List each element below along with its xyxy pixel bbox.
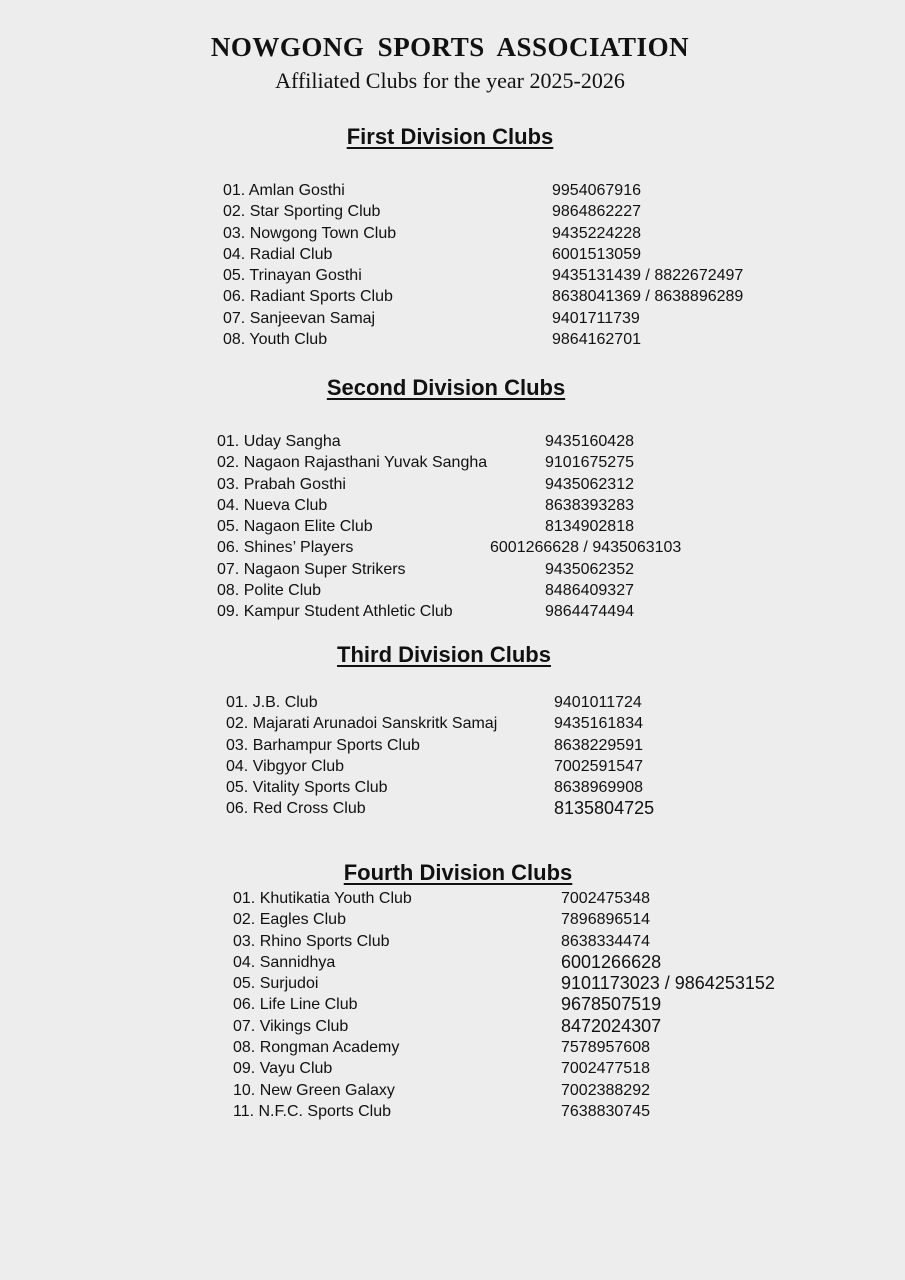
club-phone: 8638334474	[561, 932, 650, 950]
club-phone: 6001266628	[561, 951, 662, 972]
club-name: 04. Nueva Club	[217, 496, 328, 514]
club-phone: 6001513059	[552, 245, 641, 263]
club-row	[233, 888, 793, 909]
club-phone: 7578957608	[561, 1039, 650, 1057]
page-title: NOWGONG SPORTS ASSOCIATION	[210, 32, 690, 62]
club-row	[233, 909, 793, 930]
club-row	[226, 756, 686, 777]
club-row	[233, 994, 793, 1015]
club-row	[217, 452, 697, 473]
third-division-heading: Third Division Clubs	[337, 642, 551, 667]
club-row	[226, 713, 686, 734]
club-row	[226, 692, 686, 713]
club-phone: 9101173023 / 9864253152	[561, 973, 775, 994]
club-phone: 8472024307	[561, 1015, 662, 1036]
club-name: 07. Sanjeevan Samaj	[223, 309, 376, 327]
club-row	[223, 180, 783, 201]
club-phone: 9401011724	[554, 694, 642, 711]
club-phone: 9101675275	[545, 454, 634, 472]
club-name: 10. New Green Galaxy	[233, 1081, 395, 1099]
club-name: 01. Khutikatia Youth Club	[233, 890, 412, 907]
club-name: 11. N.F.C. Sports Club	[233, 1102, 391, 1120]
club-phone: 6001266628 / 9435063103	[490, 539, 682, 557]
club-name: 05. Vitality Sports Club	[226, 779, 388, 797]
club-row	[233, 952, 793, 973]
club-phone: 9435062312	[545, 475, 634, 493]
fourth-division-list	[233, 888, 793, 1122]
club-phone: 8134902818	[545, 518, 634, 536]
club-phone: 7638830745	[561, 1102, 650, 1120]
club-row	[226, 777, 686, 798]
club-phone: 7002591547	[554, 757, 643, 775]
club-name: 02. Nagaon Rajasthani Yuvak Sangha	[217, 454, 488, 472]
club-name: 07. Nagaon Super Strikers	[217, 560, 406, 578]
club-name: 06. Red Cross Club	[226, 800, 366, 818]
first-division-list	[223, 180, 783, 350]
club-phone: 8638393283	[545, 496, 634, 514]
club-name: 09. Kampur Student Athletic Club	[217, 603, 453, 621]
club-name: 03. Prabah Gosthi	[217, 475, 346, 493]
club-phone: 9678507519	[561, 994, 662, 1015]
club-phone: 7896896514	[561, 911, 650, 929]
club-row	[233, 1101, 793, 1122]
club-phone: 7002477518	[561, 1060, 650, 1078]
club-name: 04. Sannidhya	[233, 953, 336, 971]
club-phone: 8638229591	[554, 736, 643, 754]
club-row	[217, 474, 697, 495]
fourth-division-heading: Fourth Division Clubs	[343, 860, 573, 885]
club-phone: 9954067916	[552, 182, 641, 199]
club-name: 09. Vayu Club	[233, 1060, 333, 1078]
club-row	[223, 265, 783, 286]
club-phone: 9864474494	[545, 603, 634, 621]
club-row	[223, 329, 783, 350]
club-name: 01. J.B. Club	[226, 694, 318, 711]
third-division-list	[226, 692, 686, 820]
club-row	[217, 431, 697, 452]
club-name: 01. Uday Sangha	[217, 433, 341, 450]
club-name: 03. Rhino Sports Club	[233, 932, 390, 950]
club-phone: 8135804725	[554, 798, 655, 819]
club-name: 08. Polite Club	[217, 582, 322, 600]
club-name: 03. Nowgong Town Club	[223, 224, 397, 242]
club-row	[233, 1080, 793, 1101]
club-phone: 9435160428	[545, 433, 634, 450]
club-phone: 9435161834	[554, 715, 643, 733]
club-row	[233, 1037, 793, 1058]
club-phone: 9864862227	[552, 203, 641, 221]
club-row	[223, 244, 783, 265]
club-row	[217, 537, 697, 558]
club-phone: 9435224228	[552, 224, 641, 242]
club-name: 05. Trinayan Gosthi	[223, 267, 362, 285]
club-name: 06. Radiant Sports Club	[223, 288, 393, 306]
club-row	[226, 798, 686, 819]
club-name: 04. Radial Club	[223, 245, 333, 263]
club-name: 08. Rongman Academy	[233, 1039, 400, 1057]
club-phone: 8638041369 / 8638896289	[552, 288, 744, 306]
club-name: 07. Vikings Club	[233, 1017, 349, 1035]
club-name: 02. Eagles Club	[233, 911, 346, 929]
club-row	[226, 735, 686, 756]
second-division-heading: Second Division Clubs	[326, 375, 566, 400]
club-name: 02. Majarati Arunadoi Sanskritk Samaj	[226, 715, 498, 733]
club-row	[223, 223, 783, 244]
club-name: 03. Barhampur Sports Club	[226, 736, 420, 754]
club-name: 08. Youth Club	[223, 331, 328, 349]
club-row	[223, 201, 783, 222]
page-subtitle: Affiliated Clubs for the year 2025-2026	[275, 68, 625, 93]
club-row	[217, 580, 697, 601]
club-phone: 9864162701	[552, 331, 641, 349]
club-phone: 9435131439 / 8822672497	[552, 267, 744, 285]
club-name: 04. Vibgyor Club	[226, 757, 344, 775]
club-phone: 9401711739	[552, 309, 640, 327]
club-row	[217, 601, 697, 622]
club-phone: 9435062352	[545, 560, 634, 578]
club-row	[233, 1016, 793, 1037]
club-name: 05. Surjudoi	[233, 975, 319, 993]
club-phone: 8486409327	[545, 582, 634, 600]
club-name: 06. Life Line Club	[233, 996, 358, 1014]
club-phone: 8638969908	[554, 779, 643, 797]
club-row	[233, 931, 793, 952]
club-row	[217, 516, 697, 537]
club-name: 02. Star Sporting Club	[223, 203, 381, 221]
club-row	[217, 559, 697, 580]
club-phone: 7002475348	[561, 890, 650, 907]
club-row	[217, 495, 697, 516]
second-division-list	[217, 431, 697, 623]
club-name: 06. Shines’ Players	[217, 539, 354, 557]
club-row	[223, 286, 783, 307]
club-name: 05. Nagaon Elite Club	[217, 518, 373, 536]
club-row	[233, 973, 793, 994]
first-division-heading: First Division Clubs	[346, 124, 554, 149]
club-row	[233, 1058, 793, 1079]
club-row	[223, 308, 783, 329]
club-phone: 7002388292	[561, 1081, 650, 1099]
club-name: 01. Amlan Gosthi	[223, 182, 345, 199]
